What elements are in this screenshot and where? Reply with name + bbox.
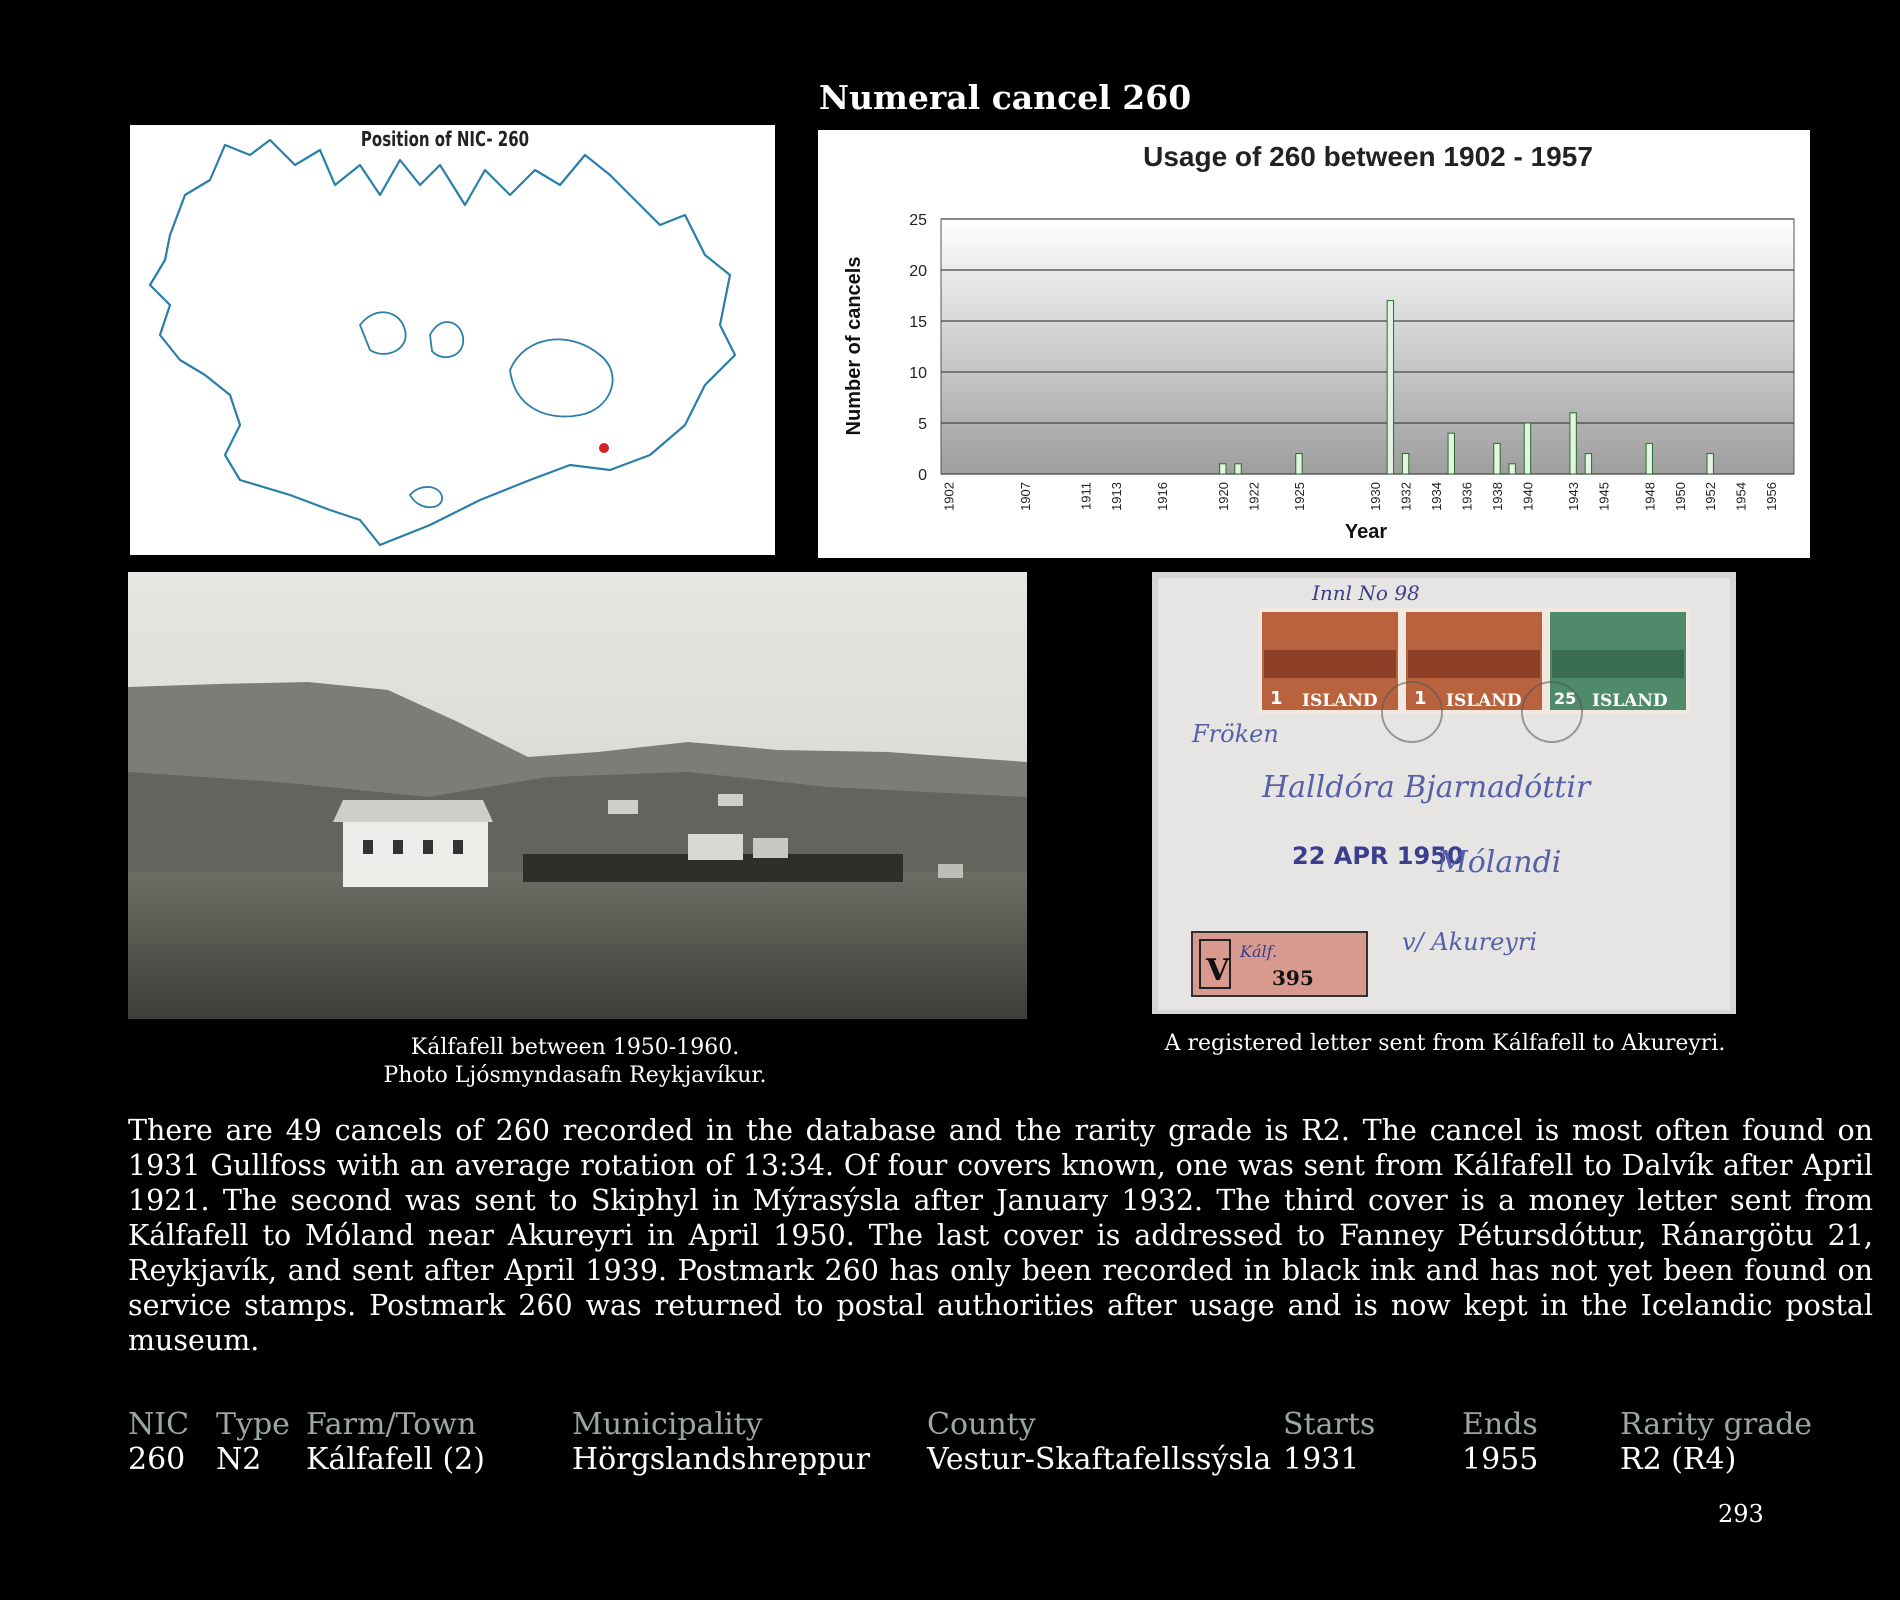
chart-title: Usage of 260 between 1902 - 1957 xyxy=(1143,141,1593,172)
page-title: Numeral cancel 260 xyxy=(818,78,1192,117)
value-county: Vestur-Skaftafellssýsla xyxy=(927,1442,1272,1477)
value-ends: 1955 xyxy=(1462,1442,1539,1477)
value-nic: 260 xyxy=(128,1442,186,1477)
y-tick-label: 10 xyxy=(909,365,927,382)
x-tick-label: 1934 xyxy=(1429,482,1445,511)
letter-addr-3: Mólandi xyxy=(1437,845,1562,880)
reg-letter: V xyxy=(1206,953,1230,988)
letter-date-stamp: 22 APR 1950 xyxy=(1292,842,1464,870)
stamp-3-country: ISLAND xyxy=(1592,691,1668,711)
stamp-3-value: 25 xyxy=(1554,689,1577,708)
bar-1920 xyxy=(1220,464,1226,474)
header-county: County xyxy=(927,1407,1036,1442)
header-farm: Farm/Town xyxy=(306,1407,477,1442)
x-tick-label: 1943 xyxy=(1566,482,1582,511)
iceland-coastline xyxy=(150,140,735,545)
x-tick-label: 1936 xyxy=(1459,482,1475,511)
reg-number: 395 xyxy=(1272,966,1314,990)
x-tick-label: 1952 xyxy=(1703,482,1719,511)
bar-1948 xyxy=(1646,443,1652,474)
description-paragraph: There are 49 cancels of 260 recorded in the database and the rarity grade is R2. The cancel is most often found on 1931 Gullfoss with an average rotation of 13:34. Of four covers known, one was sent from Kálfafell to Dalvík after April 1921. The second was sent to Skiphyl in Mýrasýsla after January 1932. The third cover is a money letter sent from Kálfafell to Móland near Akureyri in April 1950. The last cover is addressed to Fanney Pétursdóttur, Ránargötu 21, Reykjavík, and sent after April 1939. Postmark 260 has only been recorded in black ink and has not yet been found on service stamps. Postmark 260 was returned to postal authorities after usage and is now kept in the Icelandic postal museum. xyxy=(128,1114,1873,1357)
x-tick-label: 1916 xyxy=(1154,482,1170,511)
x-tick-label: 1920 xyxy=(1215,482,1231,511)
y-tick-label: 25 xyxy=(909,212,927,229)
value-starts: 1931 xyxy=(1283,1442,1360,1477)
header-ends: Ends xyxy=(1462,1407,1538,1442)
letter-addr-2: Halldóra Bjarnadóttir xyxy=(1262,770,1591,805)
bar-1925 xyxy=(1296,454,1302,474)
farm-photo-caption xyxy=(275,1034,875,1090)
y-tick-label: 20 xyxy=(909,263,927,280)
header-municipality: Municipality xyxy=(572,1407,763,1442)
value-municipality: Hörgslandshreppur xyxy=(572,1442,871,1477)
x-tick-label: 1902 xyxy=(941,482,957,511)
x-tick-label: 1950 xyxy=(1672,482,1688,511)
letter-photo-caption: A registered letter sent from Kálfafell to Akureyri. xyxy=(1164,1031,1726,1056)
nic-position-marker xyxy=(599,443,609,453)
y-axis-label: Number of cancels xyxy=(843,256,865,436)
x-tick-label: 1930 xyxy=(1368,482,1384,511)
page-number: 293 xyxy=(1718,1500,1764,1528)
stamp-2 xyxy=(1404,610,1544,712)
registration-label xyxy=(1192,932,1367,996)
x-tick-label: 1948 xyxy=(1642,482,1658,511)
x-tick-label: 1913 xyxy=(1109,482,1125,511)
header-nic: NIC xyxy=(128,1407,190,1442)
letter-addr-4: v/ Akureyri xyxy=(1402,928,1537,956)
farm-caption-line-2: Photo Ljósmyndasafn Reykjavíkur. xyxy=(383,1063,767,1088)
x-tick-label: 1956 xyxy=(1764,482,1780,511)
bar-1931 xyxy=(1387,301,1393,474)
x-tick-label: 1922 xyxy=(1246,482,1262,511)
bar-1932 xyxy=(1402,454,1408,474)
x-axis-label: Year xyxy=(1344,521,1388,543)
x-tick-label: 1932 xyxy=(1398,482,1414,511)
y-tick-label: 0 xyxy=(918,467,927,484)
letter-top-note: Innl No 98 xyxy=(1312,581,1420,605)
stamp-1-country: ISLAND xyxy=(1302,691,1378,711)
value-rarity: R2 (R4) xyxy=(1620,1442,1737,1477)
header-type: Type xyxy=(216,1407,290,1442)
farm-caption-line-1: Kálfafell between 1950-1960. xyxy=(410,1035,740,1060)
plot-area xyxy=(941,219,1794,474)
x-tick-label: 1945 xyxy=(1596,482,1612,511)
x-tick-label: 1954 xyxy=(1733,482,1749,511)
reg-place: Kálf. xyxy=(1240,942,1278,961)
usage-chart xyxy=(818,130,1810,558)
stamp-2-country: ISLAND xyxy=(1446,691,1522,711)
x-tick-label: 1911 xyxy=(1078,482,1094,510)
iceland-map xyxy=(130,125,775,555)
kalfafell-farm-photo xyxy=(128,572,1027,1019)
y-tick-label: 15 xyxy=(909,314,927,331)
map-label: Position of NIC- 260 xyxy=(360,127,530,151)
x-tick-label: 1907 xyxy=(1017,482,1033,511)
registered-letter-photo xyxy=(1152,572,1736,1014)
bar-1943 xyxy=(1570,413,1576,474)
stamp-1 xyxy=(1260,610,1400,712)
x-tick-label: 1940 xyxy=(1520,482,1536,511)
x-tick-label: 1938 xyxy=(1489,482,1505,511)
stamp-1-value: 1 xyxy=(1270,688,1283,709)
stamp-3 xyxy=(1548,610,1688,712)
bar-1952 xyxy=(1707,454,1713,474)
bar-1935 xyxy=(1448,433,1454,474)
bar-1944 xyxy=(1585,454,1591,474)
bar-1939 xyxy=(1509,464,1515,474)
stamp-2-value: 1 xyxy=(1414,688,1427,709)
x-tick-label: 1925 xyxy=(1291,482,1307,511)
bar-1940 xyxy=(1524,423,1530,474)
bar-1921 xyxy=(1235,464,1241,474)
y-tick-label: 5 xyxy=(918,416,927,433)
value-type: N2 xyxy=(216,1442,262,1477)
bar-1938 xyxy=(1494,443,1500,474)
header-rarity: Rarity grade xyxy=(1620,1407,1813,1442)
letter-addr-1: Fröken xyxy=(1192,720,1279,748)
value-farm: Kálfafell (2) xyxy=(306,1442,485,1477)
header-starts: Starts xyxy=(1283,1407,1376,1442)
